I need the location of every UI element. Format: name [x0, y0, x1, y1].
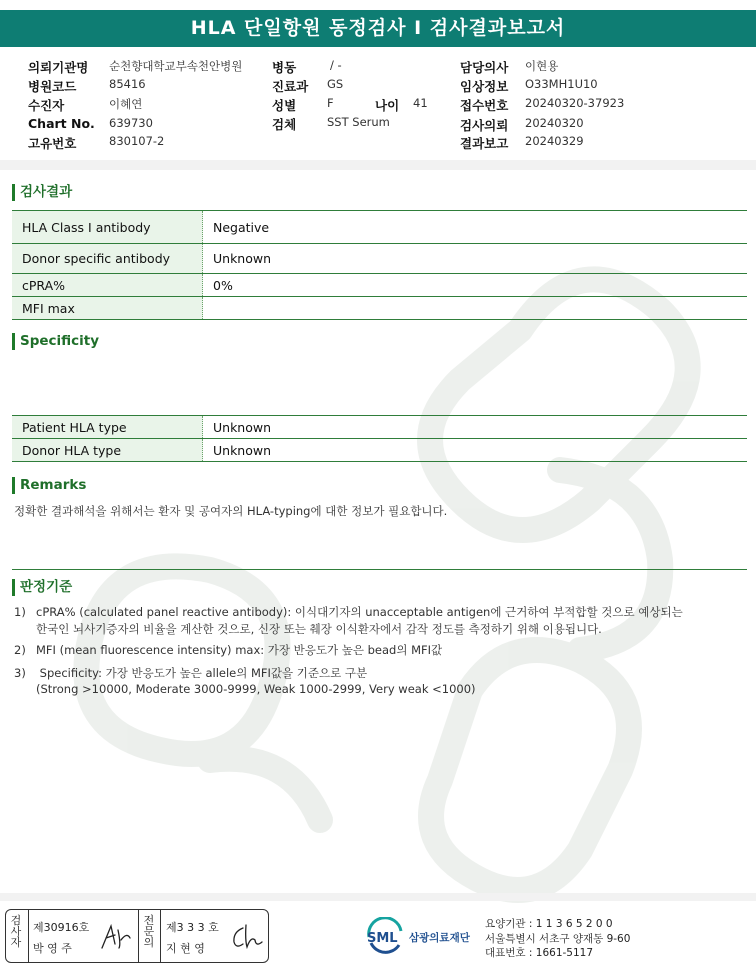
list-item-continuation: 한국인 뇌사기증자의 비율을 계산한 것으로, 신장 또는 췌장 이식환자에서 감작 정도를 측정하기 위해 이용됩니다.: [36, 622, 602, 636]
hospital-code-label: 병원코드: [28, 79, 77, 94]
chart-no-label: Chart No.: [28, 116, 95, 131]
examiner-label: 검사자: [10, 914, 22, 949]
department-value: GS: [327, 77, 344, 91]
ward-label: 병동: [272, 60, 297, 75]
examiner-name: 박 영 주: [33, 942, 72, 955]
list-item: 3) Specificity: 가장 반응도가 높은 allele의 MFI값을 기준으로 구분: [14, 666, 368, 680]
hla-type-key: Donor HLA type: [12, 439, 203, 462]
reviewer-name: 지 현 영: [166, 942, 205, 955]
specimen-label: 검체: [272, 117, 297, 132]
result-key: MFI max: [12, 297, 203, 320]
sex-value: F: [327, 96, 334, 110]
unique-no-label: 고유번호: [28, 136, 77, 151]
result-key: HLA Class I antibody: [12, 211, 203, 244]
results-section-title: 검사결과: [12, 184, 72, 201]
patient-info-block: [0, 55, 756, 155]
department-label: 진료과: [272, 79, 309, 94]
table-row: [12, 416, 747, 439]
receipt-no-value: 20240320-37923: [525, 96, 625, 110]
patient-label: 수진자: [28, 98, 65, 113]
table-row: [12, 439, 747, 462]
remark-text: 정확한 결과해석을 위해서는 환자 및 공여자의 HLA-typing에 대한 정보가 필요합니다.: [14, 504, 448, 518]
hla-type-value: Unknown: [213, 419, 272, 435]
request-date-label: 검사의뢰: [460, 118, 509, 133]
institution-number: 요양기관 : 1 1 3 6 5 2 0 0: [485, 918, 613, 930]
clinical-info-label: 임상정보: [460, 79, 509, 94]
result-value: 0%: [213, 277, 233, 293]
table-row: [12, 274, 747, 297]
result-key: Donor specific antibody: [12, 244, 203, 274]
table-row: [12, 297, 747, 320]
footer-separator: [0, 893, 756, 901]
remarks-section-title: Remarks: [12, 477, 86, 494]
report-date-label: 결과보고: [460, 136, 509, 151]
result-key: cPRA%: [12, 274, 203, 297]
reviewer-license: 제3 3 3 호: [166, 921, 219, 934]
table-row: [12, 211, 747, 244]
table-row: [12, 244, 747, 274]
ward-value: / -: [330, 58, 342, 72]
criteria-section-title: 판정기준: [12, 579, 72, 596]
specimen-value: SST Serum: [327, 115, 390, 129]
request-date-value: 20240320: [525, 116, 584, 130]
header-separator: [0, 160, 756, 170]
institution-info: [485, 917, 630, 961]
unique-no-value: 830107-2: [109, 134, 165, 148]
signature-box: [5, 909, 269, 963]
hospital-label: 의뢰기관명: [28, 60, 89, 75]
specificity-section-title: Specificity: [12, 333, 99, 350]
age-label: 나이: [375, 98, 400, 113]
reviewer-label: 전문의: [143, 914, 155, 949]
clinical-info-value: O33MH1U10: [525, 77, 598, 91]
criteria-divider: [12, 569, 747, 570]
result-value: Unknown: [213, 251, 272, 266]
chart-no-value: 639730: [109, 116, 153, 130]
examiner-license: 제30916호: [33, 921, 90, 934]
report-date-value: 20240329: [525, 134, 584, 148]
receipt-no-label: 접수번호: [460, 98, 509, 113]
result-value: [203, 297, 748, 320]
logo-mark: SML: [367, 931, 398, 946]
sex-label: 성별: [272, 98, 297, 113]
report-title: HLA 단일항원 동정검사 I 검사결과보고서: [0, 10, 756, 47]
hospital-value: 순천향대학교부속천안병원: [109, 59, 243, 73]
institution-address: 서울특별시 서초구 양재동 9-60: [485, 932, 631, 945]
doctor-label: 담당의사: [460, 60, 509, 75]
hla-type-value: Unknown: [213, 442, 272, 458]
doctor-value: 이현용: [525, 59, 559, 73]
patient-value: 이혜연: [109, 97, 143, 111]
list-item: 2) MFI (mean fluorescence intensity) max: 가장 반응도가 높은 bead의 MFI값: [14, 643, 443, 657]
institution-phone: 대표번호 : 1661-5117: [485, 947, 594, 959]
results-table: [12, 210, 747, 320]
hla-type-table: [12, 415, 747, 462]
age-value: 41: [413, 96, 428, 110]
result-value: Negative: [213, 219, 270, 235]
hla-type-key: Patient HLA type: [12, 416, 203, 439]
list-item-continuation: (Strong >10000, Moderate 3000-9999, Weak 1000-2999, Very weak <1000): [36, 682, 476, 696]
reviewer-signature: [229, 922, 265, 952]
examiner-signature: [99, 922, 133, 952]
org-name: 삼광의료재단: [409, 932, 470, 944]
list-item: 1) cPRA% (calculated panel reactive antibody): 이식대기자의 unacceptable antigen에 근거하여 부적합할 것으로 예상되는: [14, 605, 683, 619]
hospital-code-value: 85416: [109, 77, 146, 91]
